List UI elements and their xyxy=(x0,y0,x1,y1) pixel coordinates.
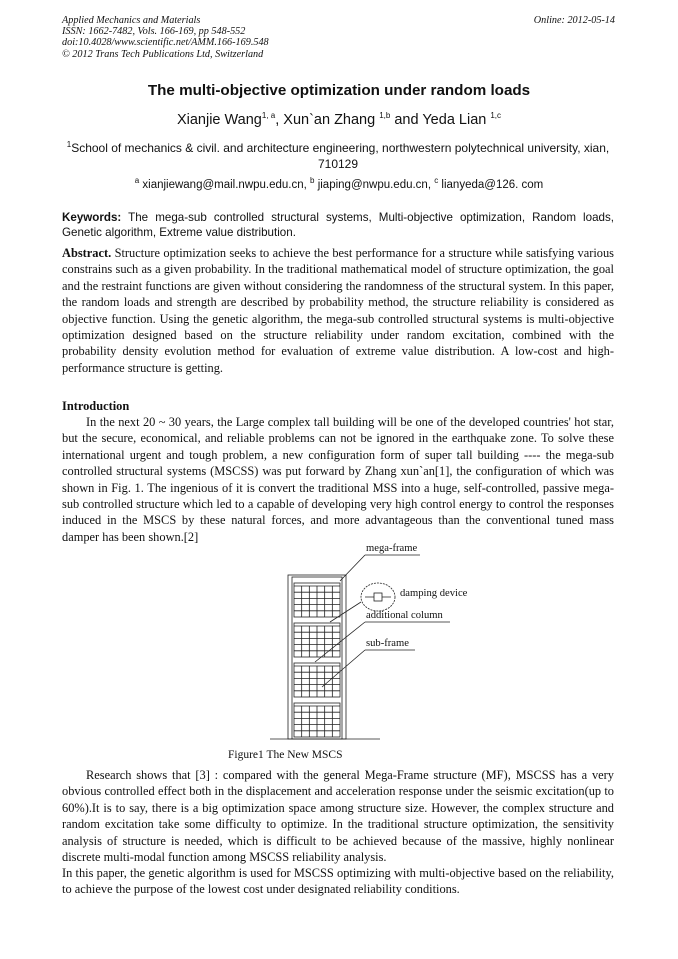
label-mega-frame: mega-frame xyxy=(366,543,418,554)
author-name: Xianjie Wang xyxy=(176,111,262,128)
email-sup: b xyxy=(310,176,315,185)
abstract-text: Structure optimization seeks to achieve the best performance for a structure while satisfying various constrains such as a given probability. In the traditional mathematical model of structure optimization, the goal and the restraint functions are given without considering the randomness of the structural system. In this paper, the random loads and strength are described by probability method, the structure reliability is considered as objective function. Using the genetic algorithm, the mega-sub controlled structural systems is multi-objective optimization designed based on the structure reliability under random excitation, combined with the probability density evolution method for evaluation of extreme value distribution. A low-cost and high-performance structure is getting. xyxy=(62,246,614,375)
label-sub-frame: sub-frame xyxy=(366,638,409,649)
affil-text: School of mechanics & civil. and architecture engineering, northwestern polytechnical university, xian, 710129 xyxy=(71,141,610,171)
author-name: Xun`an Zhang xyxy=(283,111,380,128)
email-sup: c xyxy=(434,176,439,185)
intro-paragraph-2: Research shows that [3] : compared with the general Mega-Frame structure (MF), MSCSS has a very obvious controlled effect both in the displacement and acceleration response under the seismic excitation(up to 60%).It is to say, there is a big optimization space among structure size. However, the complex structure and random excitation take some difficulty to optimize. In the traditional structure optimization, the sensitivity analysis of structure is needed, which is difficult to be achieved because of the massive, highly nonlinear discrete multi-modal function among MSCSS reliability analysis. xyxy=(62,768,614,865)
keywords-label: Keywords: xyxy=(62,211,122,224)
keywords-text: The mega-sub controlled structural systems, Multi-objective optimization, Random loads, Genetic algorithm, Extreme value distribution. xyxy=(62,211,614,239)
intro-paragraph-3: In this paper, the genetic algorithm is used for MSCSS optimizing with multi-objective based on the reliability, to achieve the purpose of the lowest cost under designated reliability conditions. xyxy=(62,866,614,897)
issn: ISSN: 1662-7482, Vols. 166-169, pp 548-552 xyxy=(62,26,246,38)
paper-title: The multi-objective optimization under random loads xyxy=(147,82,531,99)
author-sup: 1,b xyxy=(379,111,391,120)
figure-mscss xyxy=(270,545,490,745)
label-damping-device: damping device xyxy=(400,588,468,599)
intro-paragraph-1: In the next 20 ~ 30 years, the Large complex tall building will be one of the developed countries' hot star, but the secure, economical, and reliable problems can not be ignored in the earthquake zone. To solve these international urgent and tough problem, a new configuration form of super tall building ---- the mega-sub controlled structural systems (MSCSS) was put forward by Zhang xun`an[1], the configuration of which was shown in Fig. 1. The ingenious of it is convert the traditional MSS into a huge, self-controlled, passive mega-sub controlled structure which led to a capable of developing very high control energy to control the responses induced in the MSCS by these natural forces, and more advantageous than the conventional tuned mass damper has been shown.[2] xyxy=(62,415,614,544)
author-sup: 1, a xyxy=(261,111,276,120)
doi: doi:10.4028/www.scientific.net/AMM.166-169.548 xyxy=(62,37,269,49)
abstract xyxy=(62,245,614,376)
authors xyxy=(0,111,678,128)
affil-sup: 1 xyxy=(66,140,72,149)
email: lianyeda@126. com xyxy=(438,178,544,191)
author-sup: 1,c xyxy=(490,111,502,120)
online-date: Online: 2012-05-14 xyxy=(533,15,615,26)
journal-header xyxy=(62,15,269,60)
copyright: © 2012 Trans Tech Publications Ltd, Switzerland xyxy=(62,48,264,60)
label-additional-column: additional column xyxy=(366,610,443,621)
affiliation xyxy=(62,137,614,172)
email-sup: a xyxy=(134,176,140,185)
separator: , xyxy=(275,111,284,128)
keywords xyxy=(62,211,614,240)
section-heading: Introduction xyxy=(62,399,130,413)
author-name: Yeda Lian xyxy=(422,111,491,128)
emails xyxy=(0,176,678,191)
email: jiaping@nwpu.edu.cn, xyxy=(314,178,435,191)
figure-caption: Figure1 The New MSCS xyxy=(228,749,343,761)
journal-name: Applied Mechanics and Materials xyxy=(62,15,201,26)
email: xianjiewang@mail.nwpu.edu.cn, xyxy=(139,178,311,191)
abstract-label: Abstract. xyxy=(62,246,112,260)
separator: and xyxy=(390,111,423,128)
